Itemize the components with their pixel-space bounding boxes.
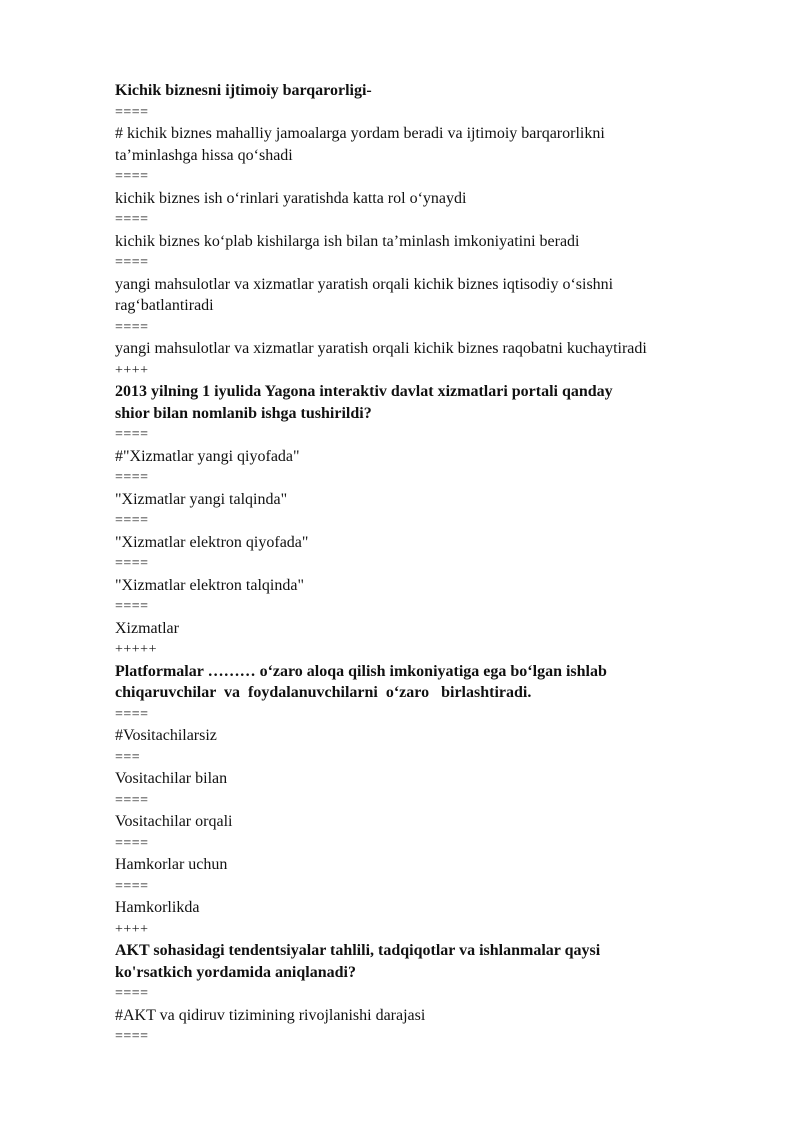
- separator-line: ====: [115, 169, 149, 184]
- separator-line: ====: [115, 255, 149, 270]
- separator-line: ====: [115, 513, 149, 528]
- question-line: 2013 yilning 1 iyulida Yagona interaktiv davlat xizmatlari portali qanday: [115, 383, 613, 400]
- question-line: AKT sohasidagi tendentsiyalar tahlili, tadqiqotlar va ishlanmalar qaysi: [115, 942, 601, 959]
- separator-line: ====: [115, 835, 149, 851]
- separator-line: +++++: [115, 642, 157, 657]
- answer-line: #AKT va qidiruv tizimining rivojlanishi darajasi: [115, 1006, 426, 1024]
- answer-line: kichik biznes ish o‘rinlari yaratishda katta rol o‘ynaydi: [115, 189, 467, 207]
- answer-line: Hamkorlikda: [115, 899, 200, 916]
- answer-line: kichik biznes ko‘plab kishilarga ish bilan ta’minlash imkoniyatini beradi: [115, 232, 580, 250]
- separator-line: ====: [115, 470, 149, 485]
- answer-line: yangi mahsulotlar va xizmatlar yaratish orqali kichik biznes raqobatni kuchaytiradi: [115, 340, 647, 357]
- question-line: Kichik biznesni ijtimoiy barqarorligi-: [115, 82, 372, 99]
- question-line: ko'rsatkich yordamida aniqlanadi?: [115, 963, 356, 981]
- separator-line: ====: [115, 1029, 149, 1044]
- separator-line: ====: [115, 427, 149, 442]
- separator-line: ===: [115, 749, 141, 765]
- answer-line: yangi mahsulotlar va xizmatlar yaratish orqali kichik biznes iqtisodiy o‘sishni: [115, 275, 614, 293]
- separator-line: ====: [115, 556, 149, 571]
- answer-line: ta’minlashga hissa qo‘shadi: [115, 146, 293, 164]
- answer-line: "Xizmatlar elektron qiyofada": [115, 533, 309, 551]
- separator-line: ====: [115, 319, 149, 335]
- answer-line: "Xizmatlar elektron talqinda": [115, 576, 304, 594]
- answer-line: Vositachilar orqali: [115, 813, 233, 830]
- separator-line: ++++: [115, 921, 149, 937]
- separator-line: ====: [115, 986, 149, 1001]
- answer-line: rag‘batlantiradi: [115, 297, 214, 314]
- separator-line: ====: [115, 104, 149, 120]
- separator-line: ====: [115, 212, 149, 227]
- document-body: [115, 80, 755, 1048]
- separator-line: ====: [115, 878, 149, 894]
- answer-line: Xizmatlar: [115, 619, 179, 637]
- answer-line: #Vositachilarsiz: [115, 727, 217, 744]
- question-line: Platformalar ……… o‘zaro aloqa qilish imkoniyatiga ega bo‘lgan ishlab: [115, 662, 607, 680]
- question-line: shior bilan nomlanib ishga tushirildi?: [115, 404, 372, 422]
- answer-line: Hamkorlar uchun: [115, 856, 228, 873]
- separator-line: ====: [115, 706, 149, 722]
- answer-line: # kichik biznes mahalliy jamoalarga yordam beradi va ijtimoiy barqarorlikni: [115, 125, 605, 142]
- separator-line: ====: [115, 792, 149, 808]
- question-line: chiqaruvchilar va foydalanuvchilarni o‘zaro birlashtiradi.: [115, 684, 532, 701]
- answer-line: Vositachilar bilan: [115, 770, 228, 787]
- answer-line: #"Xizmatlar yangi qiyofada": [115, 447, 300, 465]
- separator-line: ++++: [115, 362, 149, 378]
- answer-line: "Xizmatlar yangi talqinda": [115, 490, 288, 508]
- separator-line: ====: [115, 599, 149, 614]
